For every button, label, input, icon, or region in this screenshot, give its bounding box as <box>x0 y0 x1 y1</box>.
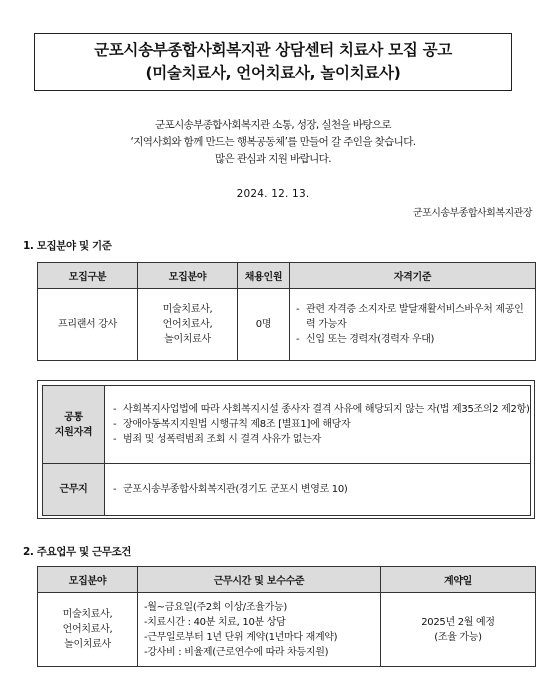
criteria-item: - 신입 또는 경력자(경력자 우대) <box>296 332 531 347</box>
intro-line-1: 군포시송부종합사회복지관 소통, 성장, 실천을 바탕으로 <box>155 119 391 131</box>
recruit-category: 프리랜서 강사 <box>38 289 138 361</box>
condition-field-art: 미술치료사, <box>62 609 113 620</box>
qualifications-label-line-1: 공통 <box>64 411 83 423</box>
condition-fields <box>38 593 138 667</box>
contract-date <box>381 593 536 667</box>
header-category: 모집구분 <box>38 263 138 289</box>
table-row <box>43 464 531 516</box>
table-header-row <box>38 263 536 289</box>
qualification-item: - 장애아동복지지원법 시행규칙 제8조 [별표1]에 해당자 <box>113 417 530 432</box>
section-2-heading: 2. 주요업무 및 근무조건 <box>23 546 131 558</box>
condition-item: -치료시간 : 40분 치료, 10분 상담 <box>144 616 286 628</box>
recruit-field-art: 미술치료사, <box>162 304 213 315</box>
announcement-subtitle: (미술치료사, 언어치료사, 놀이치료사) <box>145 64 401 82</box>
header-field: 모집분야 <box>38 567 138 593</box>
contract-date-line-1: 2025년 2월 예정 <box>421 616 495 628</box>
conditions-table <box>37 566 536 667</box>
recruit-count: 0명 <box>238 289 290 361</box>
condition-item: -근무일로부터 1년 단위 계약(1년마다 재계약) <box>144 631 338 643</box>
recruitment-table <box>37 262 536 361</box>
announcement-date: 2024. 12. 13. <box>236 188 310 200</box>
header-conditions: 근무시간 및 보수수준 <box>138 567 381 593</box>
condition-field-speech: 언어치료사, <box>62 624 113 635</box>
recruit-field-speech: 언어치료사, <box>162 319 213 330</box>
recruit-field-play: 놀이치료사 <box>164 334 211 345</box>
qualification-item: - 범죄 및 성폭력범죄 조회 시 결격 사유가 없는자 <box>113 432 530 447</box>
header-contract: 계약일 <box>381 567 536 593</box>
table-header-row <box>38 567 536 593</box>
table-row <box>38 289 536 361</box>
workplace-value <box>105 464 531 516</box>
header-field: 모집분야 <box>138 263 238 289</box>
recruit-criteria <box>290 289 536 361</box>
workplace-item: - 군포시송부종합사회복지관(경기도 군포시 변영로 10) <box>113 482 530 497</box>
qualifications-list <box>105 386 531 464</box>
table-row <box>43 386 531 464</box>
section-1-heading: 1. 모집분야 및 기준 <box>23 240 112 252</box>
criteria-item: - 관련 자격증 소지자로 발달재활서비스바우처 제공인력 가능자 <box>296 302 531 332</box>
qualifications-label <box>43 386 105 464</box>
table-row <box>38 593 536 667</box>
qualifications-table <box>42 385 531 516</box>
header-criteria: 자격기준 <box>290 263 536 289</box>
qualifications-label-line-2: 지원자격 <box>54 426 93 438</box>
announcement-title: 군포시송부종합사회복지관 상담센터 치료사 모집 공고 <box>94 41 452 59</box>
condition-field-play: 놀이치료사 <box>64 639 111 650</box>
intro-line-2: ‘지역사회와 함께 만드는 행복공동체’를 만들어 갈 주인을 찾습니다. <box>130 136 416 148</box>
announcement-title-box <box>34 33 512 91</box>
condition-item: -강사비 : 비율제(근로연수에 따라 차등지원) <box>144 646 329 658</box>
contract-date-line-2: (조율 가능) <box>434 631 482 643</box>
header-count: 채용인원 <box>238 263 290 289</box>
intro-line-3: 많은 관심과 지원 바랍니다. <box>215 153 331 165</box>
qualification-item: - 사회복지사업법에 따라 사회복지시설 종사자 결격 사유에 해당되지 않는 자(법 제35조의2 제2항) <box>113 402 530 417</box>
recruit-fields <box>138 289 238 361</box>
issuer-name: 군포시송부종합사회복지관장 <box>412 208 532 219</box>
condition-item: -월~금요일(주2회 이상/조율가능) <box>144 601 287 613</box>
qualifications-box <box>37 380 535 519</box>
work-conditions <box>138 593 381 667</box>
workplace-label: 근무지 <box>43 464 105 516</box>
